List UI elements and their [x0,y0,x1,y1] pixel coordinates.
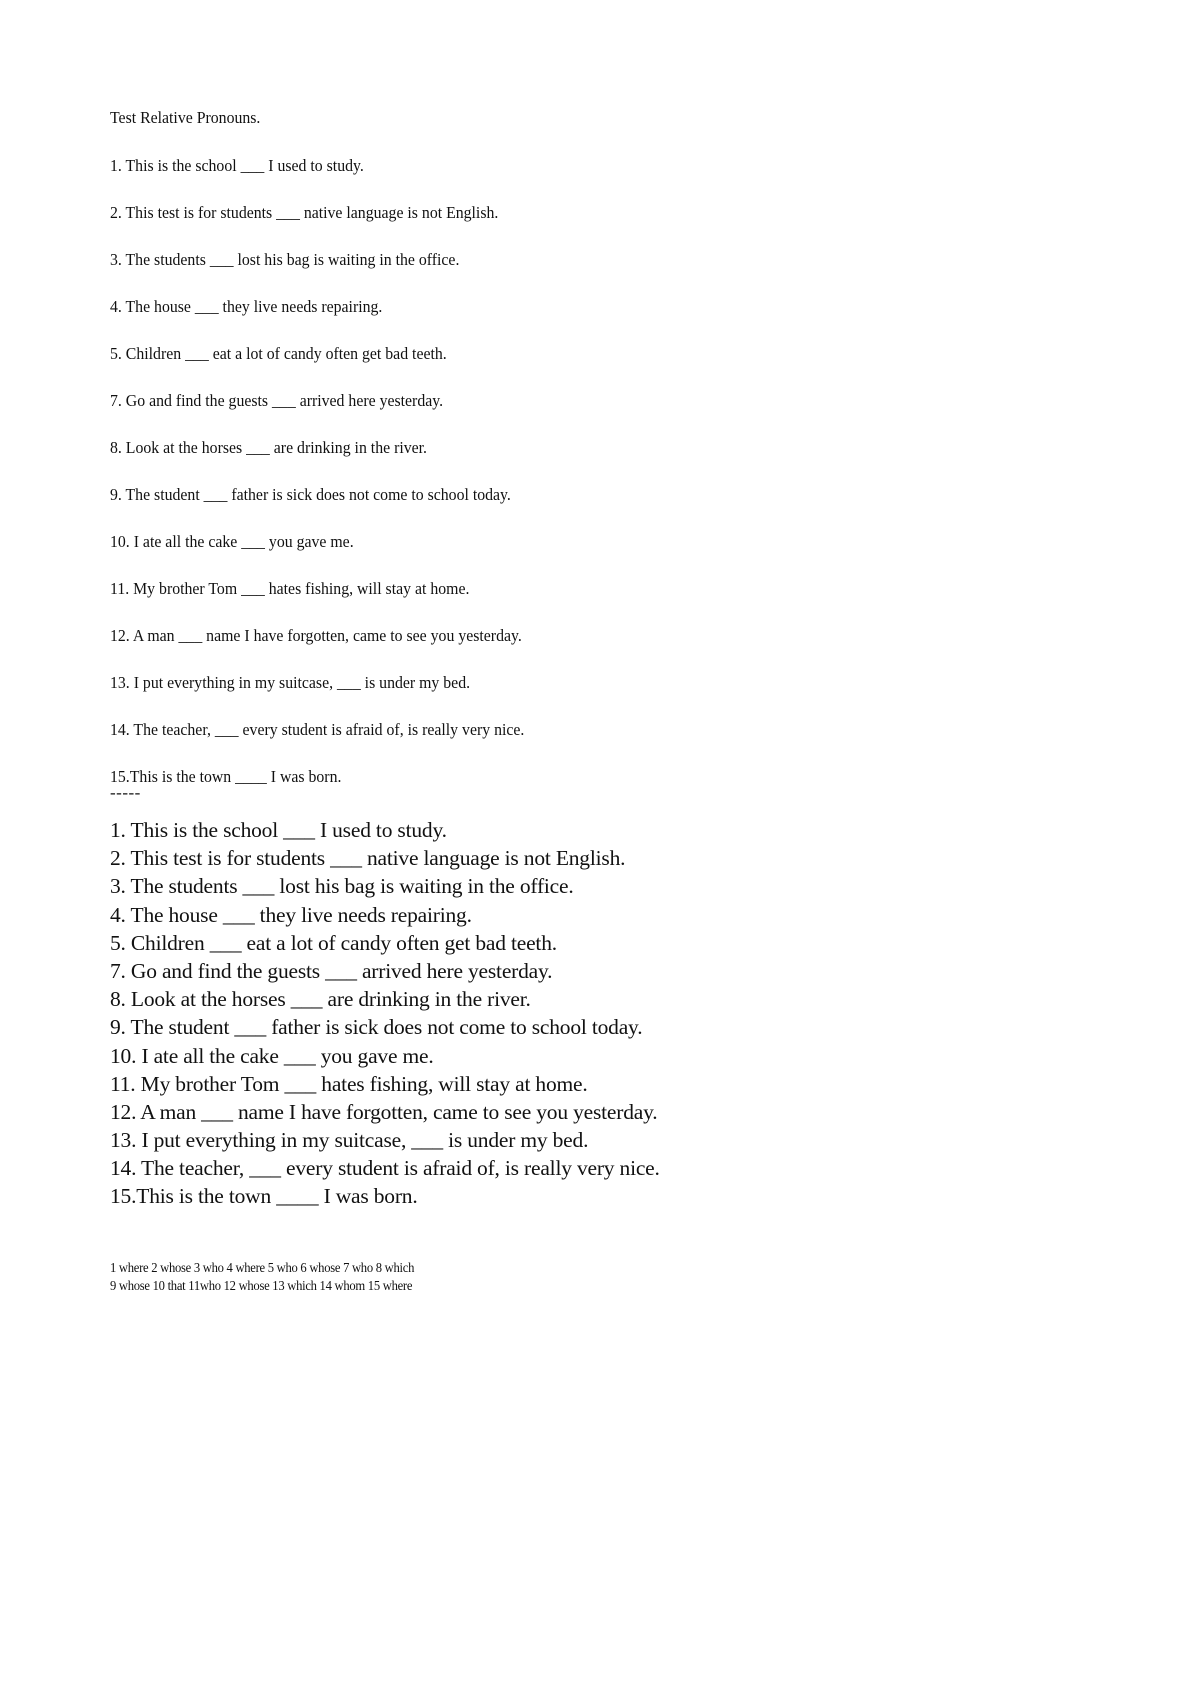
question-item: 14. The teacher, ___ every student is afraid of, is really very nice. [110,720,525,739]
question-item: 15.This is the town ____ I was born. [110,767,342,786]
question-item: 4. The house ___ they live needs repairing. [110,297,383,316]
question-item: 7. Go and find the guests ___ arrived here yesterday. [110,958,553,983]
question-item: 13. I put everything in my suitcase, ___ is under my bed. [110,1128,589,1153]
question-item: 10. I ate all the cake ___ you gave me. [110,532,354,551]
question-item: 3. The students ___ lost his bag is waiting in the office. [110,874,574,899]
question-item: 8. Look at the horses ___ are drinking in the river. [110,438,428,457]
question-item: 12. A man ___ name I have forgotten, came to see you yesterday. [110,626,522,645]
page-title: Test Relative Pronouns. [110,108,261,127]
question-item: 5. Children ___ eat a lot of candy often get bad teeth. [110,930,557,955]
question-item: 9. The student ___ father is sick does not come to school today. [110,485,511,504]
question-list-secondary [110,817,660,1212]
question-item: 15.This is the town ____ I was born. [110,1184,418,1209]
question-item: 8. Look at the horses ___ are drinking in the river. [110,987,531,1012]
question-item: 9. The student ___ father is sick does not come to school today. [110,1015,643,1040]
question-item: 10. I ate all the cake ___ you gave me. [110,1043,434,1068]
question-item: 14. The teacher, ___ every student is afraid of, is really very nice. [110,1156,660,1181]
question-item: 3. The students ___ lost his bag is waiting in the office. [110,250,460,269]
question-item: 1. This is the school ___ I used to study. [110,818,447,842]
question-list-primary [110,156,556,814]
question-item: 2. This test is for students ___ native language is not English. [110,846,626,871]
question-item: 1. This is the school ___ I used to study. [110,156,364,175]
question-item: 11. My brother Tom ___ hates fishing, will stay at home. [110,579,470,598]
answer-key [110,1260,414,1296]
answer-key-line: 9 whose 10 that 11who 12 whose 13 which 14 whom 15 where [110,1279,413,1294]
question-item: 5. Children ___ eat a lot of candy often get bad teeth. [110,344,447,363]
question-item: 7. Go and find the guests ___ arrived here yesterday. [110,391,444,410]
question-item: 13. I put everything in my suitcase, ___ is under my bed. [110,673,471,692]
section-separator: ----- [110,783,141,802]
question-item: 4. The house ___ they live needs repairing. [110,902,472,927]
answer-key-line: 1 where 2 whose 3 who 4 where 5 who 6 whose 7 who 8 which [110,1261,415,1276]
question-item: 12. A man ___ name I have forgotten, came to see you yesterday. [110,1099,658,1124]
question-item: 11. My brother Tom ___ hates fishing, will stay at home. [110,1071,588,1096]
question-item: 2. This test is for students ___ native language is not English. [110,203,499,222]
